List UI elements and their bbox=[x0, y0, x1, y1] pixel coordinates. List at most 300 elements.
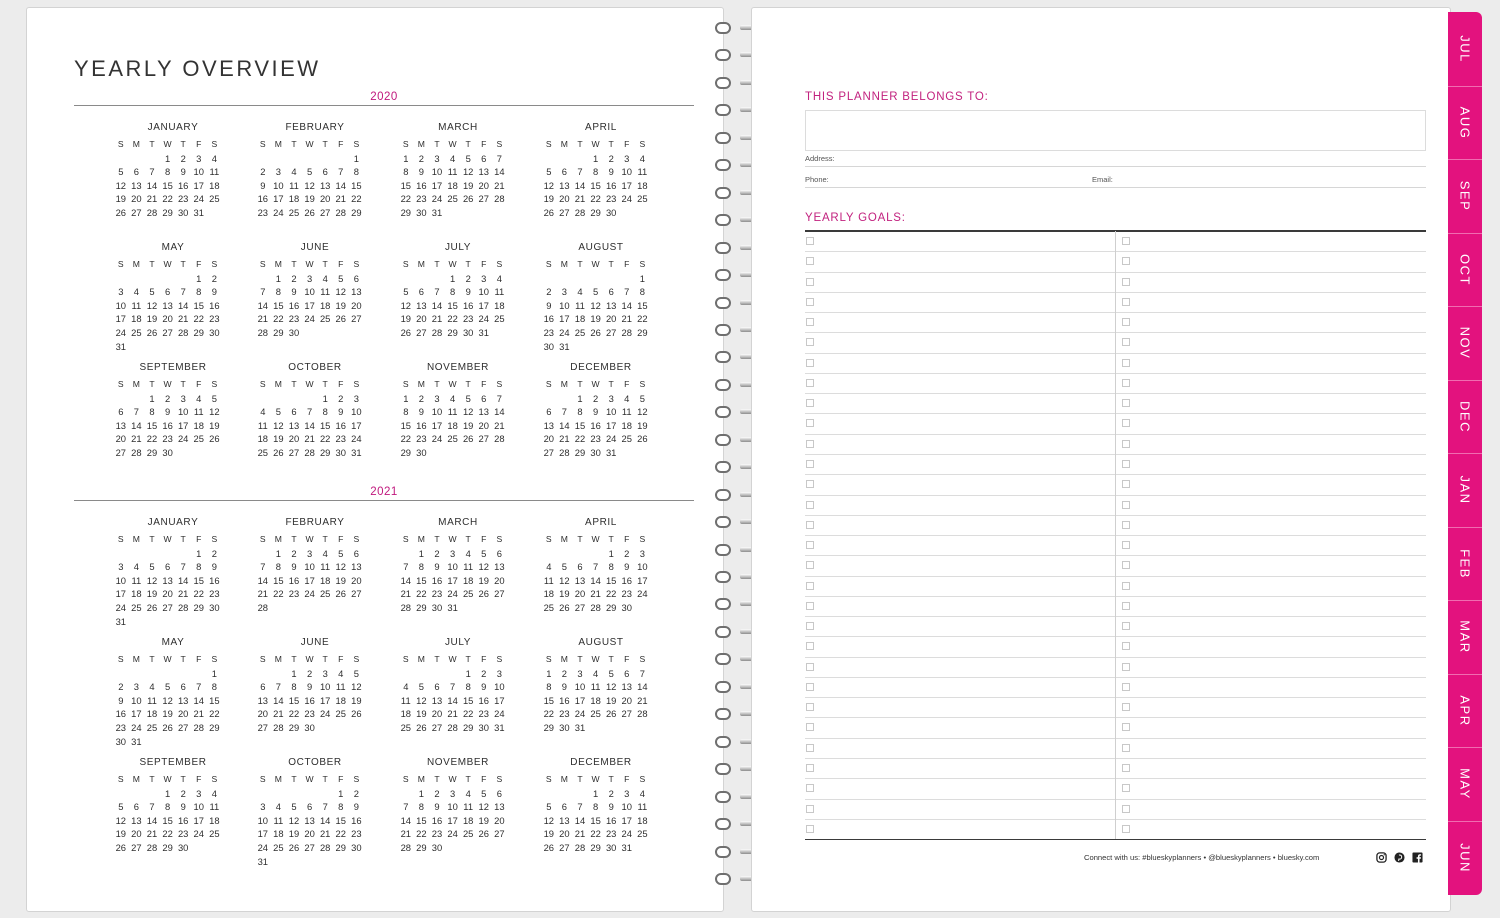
goal-checkbox[interactable] bbox=[806, 561, 814, 569]
day-cell: 20 bbox=[288, 433, 300, 445]
tab-jan[interactable] bbox=[1448, 453, 1482, 526]
day-blank bbox=[445, 667, 461, 681]
day-blank bbox=[255, 547, 271, 561]
day-cell: 4 bbox=[133, 561, 139, 573]
day-cell: 7 bbox=[403, 801, 409, 813]
goal-checkbox[interactable] bbox=[1122, 663, 1130, 671]
goal-checkbox[interactable] bbox=[1122, 399, 1130, 407]
day-cell: 16 bbox=[416, 419, 427, 431]
goal-checkbox[interactable] bbox=[806, 419, 814, 427]
day-cell: 26 bbox=[416, 721, 427, 733]
day-blank bbox=[541, 152, 557, 166]
day-cell: 15 bbox=[543, 694, 555, 706]
goal-checkbox[interactable] bbox=[806, 663, 814, 671]
goal-checkbox[interactable] bbox=[1122, 338, 1130, 346]
day-cell: 26 bbox=[146, 326, 158, 338]
tab-apr[interactable] bbox=[1448, 674, 1482, 747]
goal-checkbox[interactable] bbox=[1122, 642, 1130, 650]
address-field[interactable] bbox=[805, 154, 1426, 167]
day-cell: 23 bbox=[177, 193, 189, 205]
tab-dec[interactable] bbox=[1448, 380, 1482, 453]
day-cell: 24 bbox=[559, 326, 570, 338]
weekday-label: T bbox=[149, 379, 155, 389]
weekday-label: S bbox=[259, 774, 266, 784]
day-cell: 29 bbox=[335, 841, 346, 853]
goal-checkbox[interactable] bbox=[806, 642, 814, 650]
day-cell: 17 bbox=[431, 179, 443, 191]
day-cell: 19 bbox=[400, 313, 412, 325]
goal-checkbox[interactable] bbox=[806, 764, 814, 772]
week-row bbox=[113, 694, 233, 708]
day-cell: 30 bbox=[177, 841, 189, 853]
day-cell: 3 bbox=[133, 681, 139, 693]
day-cell: 4 bbox=[639, 152, 645, 164]
day-blank bbox=[175, 272, 191, 286]
day-cell: 21 bbox=[494, 179, 505, 191]
day-cell: 25 bbox=[462, 828, 474, 840]
day-blank bbox=[175, 547, 191, 561]
week-row bbox=[255, 272, 375, 286]
goal-checkbox[interactable] bbox=[806, 825, 814, 833]
day-blank bbox=[271, 152, 287, 166]
day-cell: 22 bbox=[605, 588, 617, 600]
day-cell: 12 bbox=[351, 681, 362, 693]
weekday-label: T bbox=[608, 379, 614, 389]
weekday-label: S bbox=[211, 774, 218, 784]
day-cell: 7 bbox=[149, 801, 155, 813]
ring-hole-left bbox=[715, 736, 731, 748]
day-blank bbox=[113, 667, 129, 681]
day-cell: 8 bbox=[338, 801, 344, 813]
tab-mar[interactable] bbox=[1448, 600, 1482, 673]
goal-checkbox[interactable] bbox=[1122, 764, 1130, 772]
goal-checkbox[interactable] bbox=[806, 805, 814, 813]
day-cell: 16 bbox=[431, 814, 443, 826]
email-field[interactable] bbox=[1092, 175, 1426, 188]
goal-checkbox[interactable] bbox=[806, 582, 814, 590]
week-row bbox=[541, 574, 661, 588]
goal-checkbox[interactable] bbox=[806, 298, 814, 306]
day-cell: 15 bbox=[162, 179, 173, 191]
day-cell: 7 bbox=[306, 406, 313, 418]
weekday-label: F bbox=[624, 774, 630, 784]
day-blank bbox=[557, 152, 573, 166]
ring-hole-left bbox=[715, 461, 731, 473]
day-cell: 22 bbox=[543, 708, 555, 720]
day-cell: 14 bbox=[319, 814, 331, 826]
day-cell: 4 bbox=[449, 152, 456, 164]
week-row bbox=[541, 152, 661, 166]
day-cell: 12 bbox=[478, 561, 489, 573]
goal-checkbox[interactable] bbox=[1122, 480, 1130, 488]
goal-checkbox[interactable] bbox=[1122, 561, 1130, 569]
day-blank bbox=[541, 392, 557, 406]
week-row bbox=[113, 667, 233, 681]
day-blank bbox=[129, 787, 145, 801]
goal-checkbox[interactable] bbox=[806, 784, 814, 792]
week-row bbox=[255, 560, 375, 574]
day-cell: 3 bbox=[434, 392, 440, 404]
goal-checkbox[interactable] bbox=[806, 622, 814, 630]
goal-checkbox[interactable] bbox=[806, 703, 814, 711]
day-cell: 25 bbox=[621, 433, 632, 445]
day-cell: 23 bbox=[543, 326, 555, 338]
day-blank bbox=[398, 667, 414, 681]
week-row bbox=[541, 405, 661, 419]
day-cell: 12 bbox=[559, 574, 570, 586]
day-cell: 13 bbox=[131, 814, 142, 826]
day-cell: 15 bbox=[273, 299, 284, 311]
day-blank bbox=[255, 152, 271, 166]
day-cell: 18 bbox=[257, 433, 269, 445]
week-row bbox=[541, 299, 661, 313]
year-label: 2021 bbox=[370, 486, 398, 498]
day-cell: 13 bbox=[543, 419, 555, 431]
week-row bbox=[541, 800, 661, 814]
day-cell: 8 bbox=[353, 166, 359, 178]
goal-checkbox[interactable] bbox=[806, 338, 814, 346]
day-cell: 28 bbox=[177, 326, 189, 338]
weekday-label: T bbox=[180, 259, 186, 269]
day-cell: 16 bbox=[416, 179, 427, 191]
day-cell: 29 bbox=[193, 601, 204, 613]
weekday-label: W bbox=[305, 774, 314, 784]
goal-checkbox[interactable] bbox=[806, 480, 814, 488]
day-cell: 24 bbox=[478, 313, 489, 325]
day-cell: 28 bbox=[494, 193, 505, 205]
phone-field[interactable] bbox=[805, 175, 1092, 188]
day-cell: 9 bbox=[434, 561, 440, 573]
day-cell: 2 bbox=[164, 392, 171, 404]
day-cell: 20 bbox=[162, 588, 173, 600]
goal-checkbox[interactable] bbox=[1122, 359, 1130, 367]
day-blank bbox=[160, 272, 176, 286]
day-cell: 13 bbox=[177, 694, 189, 706]
weekday-label: F bbox=[338, 774, 344, 784]
goal-checkbox[interactable] bbox=[806, 379, 814, 387]
day-cell: 25 bbox=[273, 841, 284, 853]
goal-checkbox[interactable] bbox=[806, 257, 814, 265]
day-cell: 19 bbox=[543, 828, 555, 840]
day-cell: 7 bbox=[639, 667, 645, 679]
weekday-label: M bbox=[560, 259, 568, 269]
week-row bbox=[113, 392, 233, 406]
goal-checkbox[interactable] bbox=[1122, 744, 1130, 752]
goal-checkbox[interactable] bbox=[1122, 703, 1130, 711]
weekday-label: F bbox=[481, 534, 487, 544]
day-cell: 10 bbox=[319, 681, 331, 693]
day-cell: 8 bbox=[291, 681, 297, 693]
goal-checkbox[interactable] bbox=[1122, 278, 1130, 286]
day-cell: 31 bbox=[257, 855, 269, 867]
day-cell: 8 bbox=[639, 286, 645, 298]
day-cell: 7 bbox=[449, 681, 456, 693]
goal-checkbox[interactable] bbox=[1122, 683, 1130, 691]
day-cell: 18 bbox=[400, 708, 412, 720]
weekday-label: M bbox=[132, 379, 140, 389]
week-row bbox=[541, 446, 661, 460]
owner-name-field[interactable] bbox=[805, 110, 1426, 151]
day-cell: 10 bbox=[621, 801, 632, 813]
day-cell: 6 bbox=[306, 801, 313, 813]
day-cell: 26 bbox=[590, 326, 601, 338]
day-cell: 12 bbox=[209, 406, 220, 418]
day-cell: 30 bbox=[605, 206, 617, 218]
day-blank bbox=[619, 272, 635, 286]
weekday-label: W bbox=[448, 139, 457, 149]
day-cell: 10 bbox=[574, 681, 586, 693]
weekday-row bbox=[255, 773, 375, 787]
goal-checkbox[interactable] bbox=[1122, 501, 1130, 509]
weekday-label: W bbox=[163, 139, 172, 149]
goal-checkbox[interactable] bbox=[1122, 257, 1130, 265]
day-cell: 31 bbox=[559, 340, 570, 352]
day-cell: 6 bbox=[546, 406, 552, 418]
goal-checkbox[interactable] bbox=[1122, 541, 1130, 549]
goal-checkbox[interactable] bbox=[1122, 521, 1130, 529]
tab-jun[interactable] bbox=[1448, 821, 1482, 894]
day-cell: 1 bbox=[338, 787, 344, 799]
day-cell: 26 bbox=[478, 828, 489, 840]
day-cell: 10 bbox=[621, 166, 632, 178]
goal-checkbox[interactable] bbox=[1122, 237, 1130, 245]
day-cell: 8 bbox=[322, 406, 328, 418]
day-cell: 18 bbox=[543, 588, 555, 600]
weekday-label: S bbox=[639, 139, 646, 149]
day-cell: 19 bbox=[115, 193, 127, 205]
week-row bbox=[541, 694, 661, 708]
day-cell: 13 bbox=[494, 561, 505, 573]
weekday-row bbox=[541, 138, 661, 152]
day-cell: 20 bbox=[162, 313, 173, 325]
day-cell: 10 bbox=[304, 286, 315, 298]
month-name: JULY bbox=[444, 637, 472, 648]
tab-aug[interactable] bbox=[1448, 86, 1482, 159]
day-cell: 22 bbox=[637, 313, 648, 325]
day-cell: 15 bbox=[273, 574, 284, 586]
day-cell: 13 bbox=[478, 406, 489, 418]
day-blank bbox=[317, 787, 333, 801]
instagram-icon[interactable] bbox=[1376, 852, 1387, 863]
day-cell: 21 bbox=[400, 588, 412, 600]
day-cell: 23 bbox=[162, 433, 173, 445]
day-cell: 26 bbox=[115, 841, 127, 853]
day-cell: 9 bbox=[608, 166, 614, 178]
day-cell: 7 bbox=[592, 561, 599, 573]
week-row bbox=[113, 272, 233, 286]
goal-checkbox[interactable] bbox=[806, 521, 814, 529]
day-cell: 6 bbox=[133, 801, 139, 813]
day-cell: 12 bbox=[400, 299, 412, 311]
day-cell: 16 bbox=[431, 574, 443, 586]
day-cell: 12 bbox=[543, 814, 555, 826]
weekday-label: S bbox=[259, 379, 266, 389]
weekday-label: W bbox=[591, 379, 600, 389]
day-blank bbox=[302, 392, 318, 406]
goal-checkbox[interactable] bbox=[806, 602, 814, 610]
day-cell: 1 bbox=[291, 667, 297, 679]
day-blank bbox=[129, 152, 145, 166]
goal-checkbox[interactable] bbox=[806, 278, 814, 286]
day-cell: 30 bbox=[162, 446, 173, 458]
goal-checkbox[interactable] bbox=[1122, 460, 1130, 468]
goal-checkbox[interactable] bbox=[806, 460, 814, 468]
goal-checkbox[interactable] bbox=[1122, 440, 1130, 448]
weekday-label: T bbox=[434, 139, 440, 149]
day-cell: 13 bbox=[162, 574, 173, 586]
day-cell: 16 bbox=[605, 814, 617, 826]
month-name: APRIL bbox=[585, 122, 617, 133]
weekday-label: T bbox=[608, 774, 614, 784]
goal-checkbox[interactable] bbox=[1122, 379, 1130, 387]
day-cell: 10 bbox=[193, 801, 204, 813]
goal-checkbox[interactable] bbox=[806, 683, 814, 691]
weekday-label: S bbox=[402, 139, 409, 149]
goal-checkbox[interactable] bbox=[806, 359, 814, 367]
goal-checkbox[interactable] bbox=[806, 440, 814, 448]
day-cell: 1 bbox=[608, 547, 614, 559]
day-cell: 14 bbox=[494, 166, 505, 178]
day-cell: 22 bbox=[193, 313, 204, 325]
month-name: JANUARY bbox=[147, 517, 199, 528]
month-calendar bbox=[398, 240, 518, 340]
goal-checkbox[interactable] bbox=[1122, 419, 1130, 427]
day-cell: 17 bbox=[574, 694, 586, 706]
weekday-label: S bbox=[353, 259, 360, 269]
weekday-label: M bbox=[274, 139, 282, 149]
goal-checkbox[interactable] bbox=[1122, 805, 1130, 813]
day-cell: 1 bbox=[546, 667, 552, 679]
weekday-label: T bbox=[577, 654, 583, 664]
goal-checkbox[interactable] bbox=[1122, 318, 1130, 326]
week-row bbox=[255, 299, 375, 313]
goal-checkbox[interactable] bbox=[806, 541, 814, 549]
tab-may[interactable] bbox=[1448, 747, 1482, 820]
pinterest-icon[interactable] bbox=[1394, 852, 1405, 863]
day-cell: 24 bbox=[351, 433, 362, 445]
goal-checkbox[interactable] bbox=[1122, 602, 1130, 610]
goal-checkbox[interactable] bbox=[806, 318, 814, 326]
day-cell: 8 bbox=[418, 801, 424, 813]
day-cell: 8 bbox=[149, 406, 155, 418]
goal-checkbox[interactable] bbox=[1122, 298, 1130, 306]
day-cell: 21 bbox=[177, 588, 189, 600]
week-row bbox=[398, 560, 518, 574]
day-cell: 20 bbox=[478, 179, 489, 191]
week-row bbox=[113, 601, 233, 615]
day-cell: 5 bbox=[481, 547, 487, 559]
day-cell: 13 bbox=[162, 299, 173, 311]
day-cell: 3 bbox=[481, 272, 487, 284]
day-cell: 21 bbox=[146, 828, 158, 840]
tab-sep[interactable] bbox=[1448, 159, 1482, 232]
day-cell: 29 bbox=[590, 841, 601, 853]
goal-checkbox[interactable] bbox=[1122, 825, 1130, 833]
ring-hole-left bbox=[715, 324, 731, 336]
day-cell: 8 bbox=[449, 286, 456, 298]
day-cell: 29 bbox=[273, 326, 284, 338]
day-cell: 8 bbox=[196, 561, 202, 573]
day-cell: 21 bbox=[574, 193, 586, 205]
tab-nov[interactable] bbox=[1448, 306, 1482, 379]
day-cell: 7 bbox=[322, 801, 328, 813]
tab-jul[interactable] bbox=[1448, 12, 1482, 85]
goal-checkbox[interactable] bbox=[1122, 622, 1130, 630]
day-cell: 4 bbox=[322, 547, 328, 559]
day-cell: 15 bbox=[605, 574, 617, 586]
day-cell: 10 bbox=[605, 406, 617, 418]
month-calendar bbox=[541, 515, 661, 615]
day-cell: 24 bbox=[131, 721, 142, 733]
month-calendar bbox=[541, 635, 661, 735]
day-cell: 16 bbox=[559, 694, 570, 706]
day-cell: 4 bbox=[449, 392, 456, 404]
day-cell: 5 bbox=[465, 392, 471, 404]
day-cell: 14 bbox=[257, 574, 269, 586]
day-cell: 15 bbox=[416, 814, 427, 826]
month-calendar bbox=[255, 515, 375, 615]
day-cell: 25 bbox=[462, 588, 474, 600]
goal-checkbox[interactable] bbox=[1122, 582, 1130, 590]
day-cell: 9 bbox=[306, 681, 313, 693]
day-cell: 28 bbox=[146, 206, 158, 218]
day-cell: 27 bbox=[162, 326, 173, 338]
day-cell: 20 bbox=[605, 313, 617, 325]
goal-checkbox[interactable] bbox=[806, 237, 814, 245]
day-cell: 28 bbox=[304, 446, 315, 458]
day-cell: 5 bbox=[592, 286, 599, 298]
goal-checkbox[interactable] bbox=[1122, 784, 1130, 792]
month-calendar bbox=[113, 240, 233, 353]
goal-checkbox[interactable] bbox=[1122, 723, 1130, 731]
day-cell: 27 bbox=[131, 206, 142, 218]
day-cell: 22 bbox=[400, 193, 412, 205]
day-cell: 19 bbox=[462, 179, 474, 191]
weekday-label: T bbox=[577, 139, 583, 149]
day-cell: 18 bbox=[131, 313, 142, 325]
day-cell: 6 bbox=[118, 406, 124, 418]
day-cell: 14 bbox=[146, 814, 158, 826]
day-cell: 19 bbox=[590, 313, 601, 325]
day-cell: 30 bbox=[209, 326, 220, 338]
day-cell: 20 bbox=[478, 419, 489, 431]
day-cell: 28 bbox=[257, 601, 269, 613]
tab-oct[interactable] bbox=[1448, 233, 1482, 306]
weekday-row bbox=[398, 653, 518, 667]
weekday-row bbox=[398, 378, 518, 392]
weekday-label: F bbox=[338, 654, 344, 664]
goal-checkbox[interactable] bbox=[806, 501, 814, 509]
day-cell: 8 bbox=[592, 801, 599, 813]
day-cell: 1 bbox=[275, 547, 281, 559]
weekday-label: T bbox=[322, 259, 328, 269]
goal-checkbox[interactable] bbox=[806, 744, 814, 752]
tab-feb[interactable] bbox=[1448, 527, 1482, 600]
goal-checkbox[interactable] bbox=[806, 723, 814, 731]
day-cell: 15 bbox=[335, 814, 346, 826]
day-blank bbox=[414, 272, 430, 286]
day-cell: 27 bbox=[574, 601, 586, 613]
day-cell: 3 bbox=[275, 166, 281, 178]
goal-checkbox[interactable] bbox=[806, 399, 814, 407]
week-row bbox=[113, 560, 233, 574]
day-blank bbox=[429, 667, 445, 681]
facebook-icon[interactable] bbox=[1412, 852, 1423, 863]
day-cell: 1 bbox=[275, 272, 281, 284]
week-row bbox=[541, 560, 661, 574]
day-cell: 29 bbox=[590, 206, 601, 218]
day-cell: 1 bbox=[639, 272, 645, 284]
